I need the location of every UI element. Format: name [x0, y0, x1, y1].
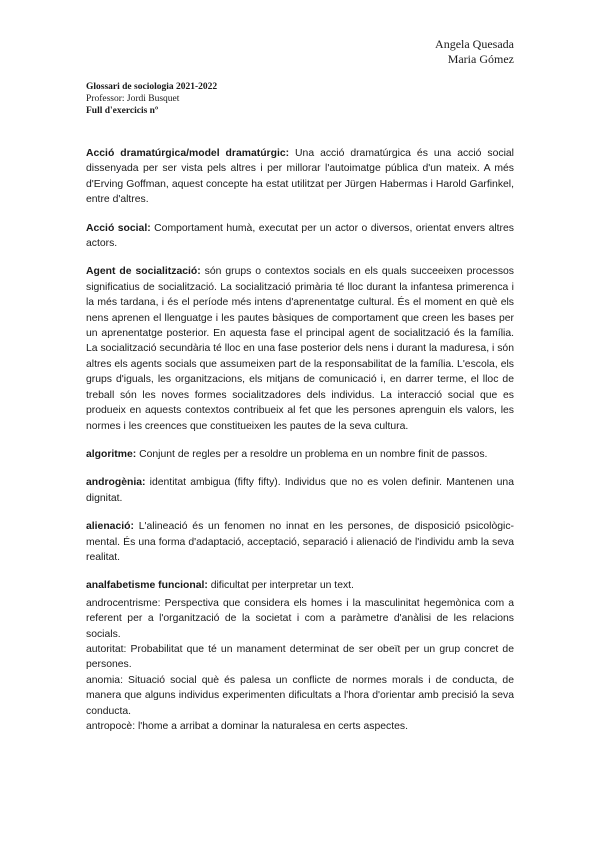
glossary-term: alienació: — [86, 521, 134, 533]
glossary-entry — [86, 719, 514, 734]
exercise-sheet-line: Full d'exercicis nº — [86, 106, 159, 116]
glossary-definition: Conjunt de regles per a resoldre un problema en un nombre finit de passos. — [136, 448, 488, 460]
glossary-term: Agent de socialització: — [86, 266, 201, 278]
glossary-term: Acció dramatúrgica/model dramatúrgic: — [86, 148, 290, 159]
glossary-definition: són grups o contextos socials en els quals succeeixen processos significatius de socialització. La socialització primària té lloc durant la infantesa primerenca i la més tardana, i és el període més intens d'aprenentatge cultural. És el moment en què els nens aprenen el llenguatge i les pautes bàsiques de comportament que creen les bases per un aprenentatge posterior. En aquesta fase el principal agent de socialització és la família. La socialització secundària té lloc en una fase posterior dels nens i durant la maduresa, i són altres els agents socials que assumeixen part de la responsabilitat de la família. L'escola, els grups d'iguals, les organitzacions, els mitjans de comunicació i, en darrer terme, el lloc de treball són les noves formes socialitzadores dels individus. La interacció social que es produeix en aquests contextos contribueix al fet que les persones aprenguin els valors, les normes i les creences que constitueixen les pautes de la seva cultura. — [86, 266, 514, 432]
glossary-entry — [86, 447, 514, 462]
document-metadata — [86, 81, 516, 117]
professor-line: Professor: Jordi Busquet — [86, 94, 180, 104]
glossary-entry — [86, 578, 514, 593]
glossary-term: Acció social: — [86, 222, 151, 234]
glossary-definition: Una acció dramatúrgica és una acció social dissenyada per ser vista pels altres i per millorar l'autoimatge pública d'un mateix. A més d'Erving Goffman, aquest concepte ha estat utilitzat per Jürgen Habermas i Harold Garfinkel, entre d'altres. — [86, 148, 514, 206]
glossary-entry — [86, 475, 514, 506]
glossary-entry — [86, 519, 514, 565]
glossary-entry — [86, 146, 514, 208]
glossary-entry — [86, 642, 514, 673]
glossary-entry — [86, 264, 514, 433]
glossary-term: analfabetisme funcional: — [86, 580, 208, 592]
author-block — [435, 37, 514, 67]
glossary-definition: dificultat per interpretar un text. — [207, 580, 354, 592]
glossary-definition: L'alineació és un fenomen no innat en les persones, de disposició psicològic-mental. És una forma d'adaptació, acceptació, separació i alienació de l'individu amb la seva realitat. — [86, 521, 514, 563]
glossary-term: androgènia: — [86, 477, 146, 489]
glossary-term: algoritme: — [86, 448, 137, 460]
glossary-definition: identitat ambigua (fifty fifty). Individus que no es volen definir. Mantenen una dignitat. — [86, 477, 514, 504]
glossary-definition: autoritat: Probabilitat que té un manament determinat de ser obeït per un grup concret de persones. — [86, 643, 514, 671]
glossary-entry — [86, 221, 514, 252]
glossary-definition: antropocè: l'home a arribat a dominar la naturalesa en certs aspectes. — [86, 721, 408, 732]
document-title: Glossari de sociologia 2021-2022 — [86, 82, 218, 92]
glossary-definition: anomia: Situació social què és palesa un conflicte de normes morals i de conducta, de manera que alguns individus experimenten dificultats a l'hora d'orientar amb precisió la seva conducta. — [86, 674, 514, 717]
glossary-body — [86, 146, 514, 734]
glossary-definition: Comportament humà, executat per un actor o diversos, orientat envers altres actors. — [86, 222, 514, 250]
glossary-entry — [86, 673, 514, 719]
author-name: Angela Quesada — [435, 37, 514, 51]
glossary-entry — [86, 596, 514, 642]
author-name: Maria Gómez — [447, 52, 514, 66]
glossary-definition: androcentrisme: Perspectiva que considera els homes i la masculinitat hegemònica com a referent per a l'organització de la societat i com a paràmetre d'anàlisi de les relacions socials. — [86, 597, 514, 640]
